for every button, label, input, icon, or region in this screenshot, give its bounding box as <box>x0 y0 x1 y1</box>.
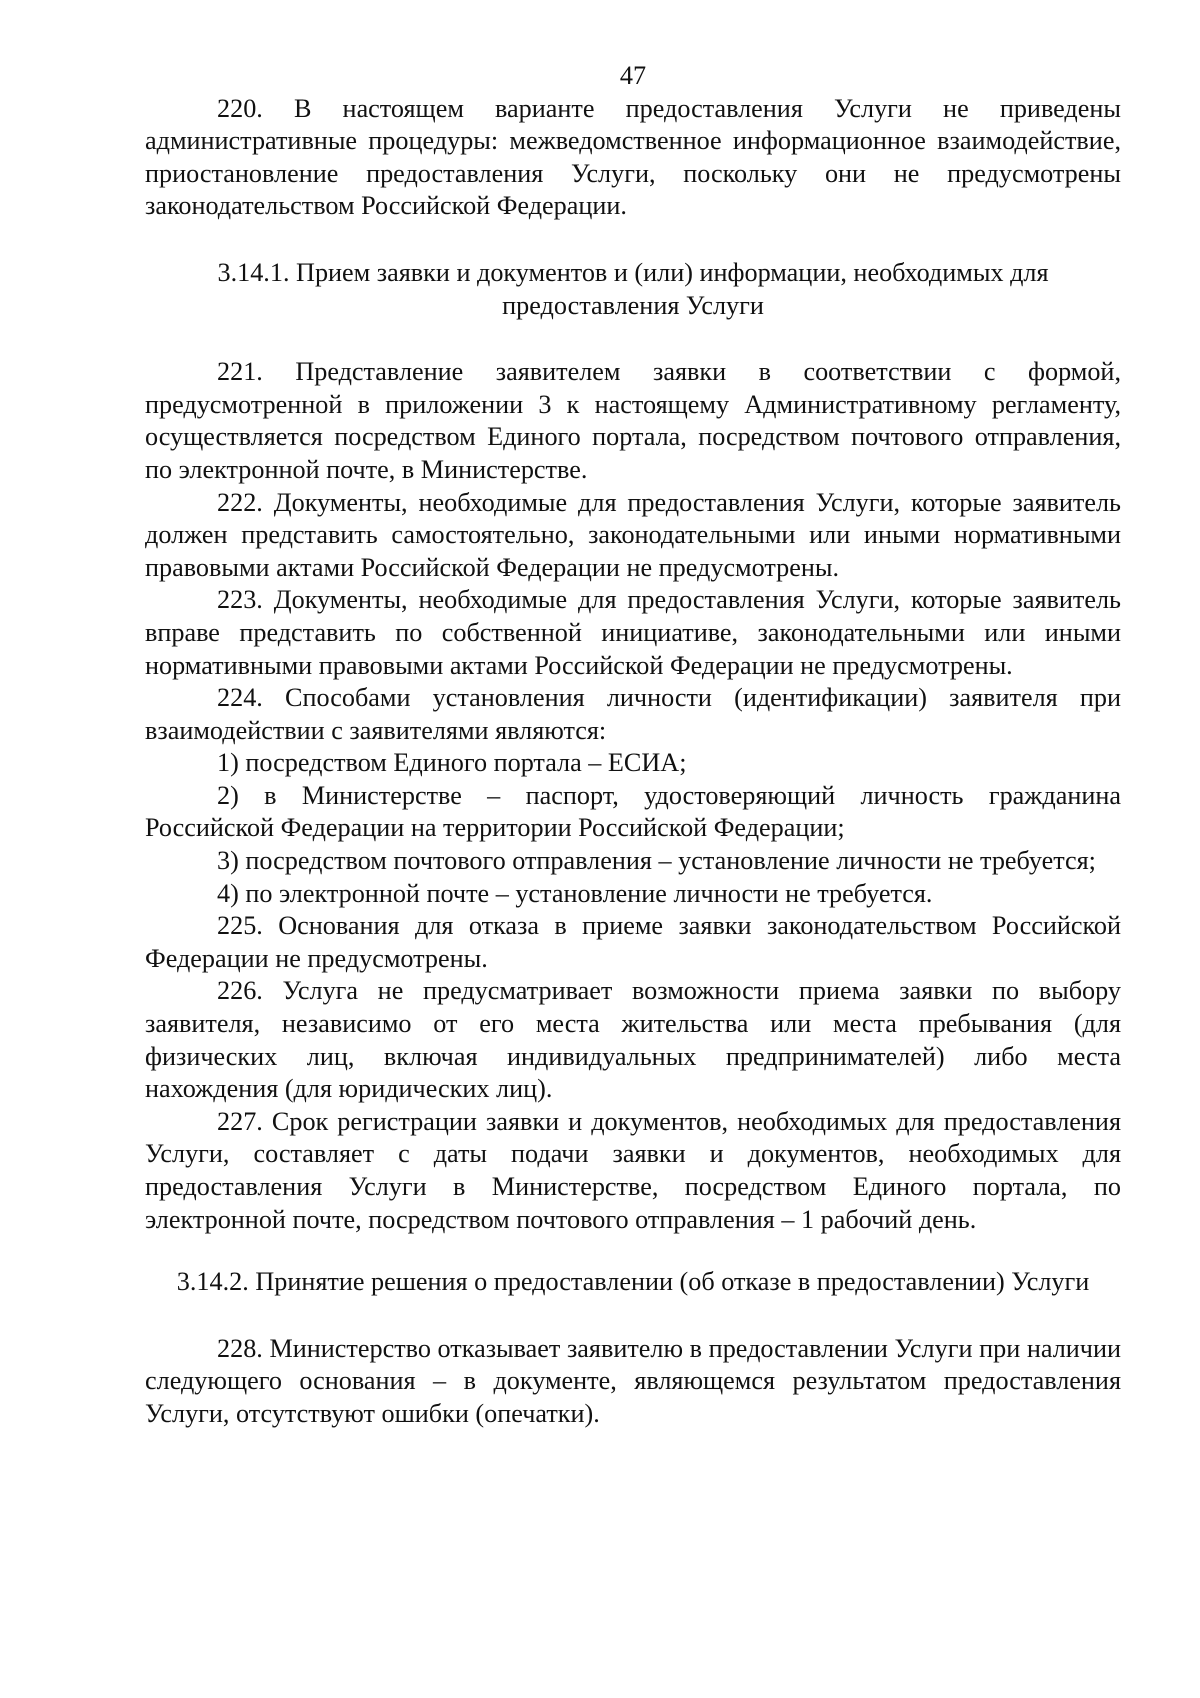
paragraph-225: 225. Основания для отказа в приеме заявки законодательством Российской Федерации не предусмотрены. <box>145 911 1121 973</box>
list-item-224-3: 3) посредством почтового отправления – установление личности не требуется; <box>217 846 1096 876</box>
page-number: 47 <box>619 61 647 90</box>
paragraph-228: 228. Министерство отказывает заявителю в предоставлении Услуги при наличии следующего основания – в документе, являющемся результатом предоставления Услуги, отсутствуют ошибки (опечатки). <box>145 1333 1121 1428</box>
paragraph-221: 221. Представление заявителем заявки в соответствии с формой, предусмотренной в приложении 3 к настоящему Административному регламенту, осуществляется посредством Единого портала, посредством почтового отправления, по электронной почте, в Министерстве. <box>145 357 1121 484</box>
paragraph-220: 220. В настоящем варианте предоставления Услуги не приведены административные процедуры: межведомственное информационное взаимодействие, приостановление предоставления Услуги, поскольку они не предусмотрены законодательством Российской Федерации. <box>145 93 1121 221</box>
list-item-224-2: 2) в Министерстве – паспорт, удостоверяющий личность гражданина Российской Федерации на территории Российской Федерации; <box>145 780 1121 843</box>
document-page <box>145 60 1121 1431</box>
list-item-224-4: 4) по электронной почте – установление личности не требуется. <box>217 878 933 908</box>
paragraph-226: 226. Услуга не предусматривает возможности приема заявки по выбору заявителя, независимо от его места жительства или места пребывания (для физических лиц, включая индивидуальных предпринимателей) либо места нахождения (для юридических лиц). <box>145 976 1121 1104</box>
paragraph-223: 223. Документы, необходимые для предоставления Услуги, которые заявитель вправе представить по собственной инициативе, законодательными или иными нормативными правовыми актами Российской Федерации не предусмотрены. <box>145 585 1121 680</box>
section-heading-3-14-1: 3.14.1. Прием заявки и документов и (или) информации, необходимых для предоставления Услуги <box>217 257 1049 320</box>
paragraph-222: 222. Документы, необходимые для предоставления Услуги, которые заявитель должен представить самостоятельно, законодательными или иными нормативными правовыми актами Российской Федерации не предусмотрены. <box>145 487 1121 582</box>
paragraph-227: 227. Срок регистрации заявки и документов, необходимых для предоставления Услуги, составляет с даты подачи заявки и документов, необходимых для предоставления Услуги в Министерстве, посредством Единого портала, по электронной почте, посредством почтового отправления – 1 рабочий день. <box>145 1106 1121 1234</box>
list-item-224-1: 1) посредством Единого портала – ЕСИА; <box>217 748 687 778</box>
section-heading-3-14-2: 3.14.2. Принятие решения о предоставлении (об отказе в предоставлении) Услуги <box>176 1267 1090 1297</box>
paragraph-224: 224. Способами установления личности (идентификации) заявителя при взаимодействии с заявителями являются: <box>145 683 1121 745</box>
